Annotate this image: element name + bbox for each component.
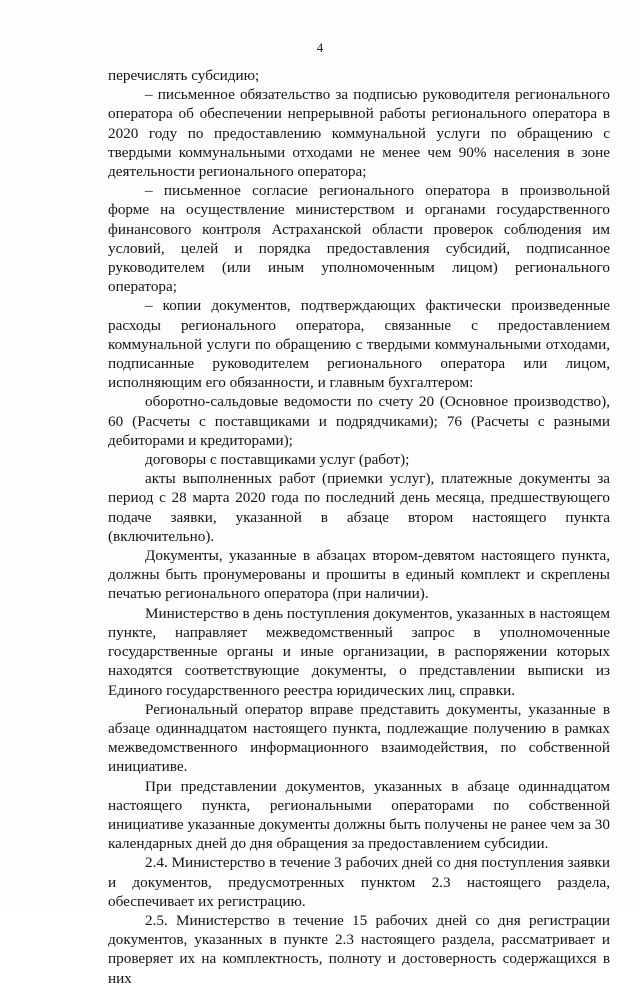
document-body bbox=[108, 66, 610, 988]
paragraph: – письменное обязательство за подписью руководителя регионального оператора об обеспечении непрерывной работы регионального оператора в 2020 году по предоставлению коммунальной услуги по обращению с твердыми коммунальными отходами не менее чем 90% населения в зоне деятельности регионального оператора; bbox=[108, 86, 610, 181]
paragraph: 2.5. Министерство в течение 15 рабочих дней со дня регистрации документов, указанных в пункте 2.3 настоящего раздела, рассматривает и проверяет их на комплектность, полноту и достоверность содержащихся в них bbox=[108, 911, 610, 987]
paragraph: акты выполненных работ (приемки услуг), платежные документы за период с 28 марта 2020 года по последний день месяца, предшествующего подаче заявки, указанной в абзаце втором настоящего пункта (включительно). bbox=[108, 470, 610, 545]
paragraph: перечислять субсидию; bbox=[108, 67, 260, 84]
page-number: 4 bbox=[316, 40, 324, 55]
paragraph: Министерство в день поступления документов, указанных в настоящем пункте, направляет межведомственный запрос в уполномоченные государственные органы и иные организации, в распоряжении которых находятся соответствующие документы, о представлении выписки из Единого государственного реестра юридических лиц, справки. bbox=[108, 604, 610, 699]
paragraph: Документы, указанные в абзацах втором-девятом настоящего пункта, должны быть пронумерованы и прошиты в единый комплект и скреплены печатью регионального оператора (при наличии). bbox=[108, 547, 610, 603]
paragraph: оборотно-сальдовые ведомости по счету 20 (Основное производство), 60 (Расчеты с поставщиками и подрядчиками); 76 (Расчеты с разными дебиторами и кредиторами); bbox=[108, 393, 610, 449]
paragraph: Региональный оператор вправе представить документы, указанные в абзаце одиннадцатом настоящего пункта, подлежащие получению в рамках межведомственного информационного взаимодействия, по собственной инициативе. bbox=[108, 700, 610, 776]
paragraph: При представлении документов, указанных в абзаце одиннадцатом настоящего пункта, региональными операторами по собственной инициативе указанные документы должны быть получены не ранее чем за 30 календарных дней до дня обращения за предоставлением субсидии. bbox=[108, 777, 610, 853]
paragraph: 2.4. Министерство в течение 3 рабочих дней со дня поступления заявки и документов, предусмотренных пунктом 2.3 настоящего раздела, обеспечивает их регистрацию. bbox=[108, 854, 611, 910]
paragraph: договоры с поставщиками услуг (работ); bbox=[145, 451, 410, 469]
paragraph: – копии документов, подтверждающих фактически произведенные расходы регионального оператора, связанные с предоставлением коммунальной услуги по обращению с твердыми коммунальными отходами, подписанные руководителем регионального оператора или лицом, исполняющим его обязанности, и главным бухгалтером: bbox=[108, 297, 610, 392]
paragraph: – письменное согласие регионального оператора в произвольной форме на осуществление министерством и органами государственного финансового контроля Астраханской области проверок соблюдения им условий, целей и порядка предоставления субсидий, подписанное руководителем (или иным уполномоченным лицом) регионального оператора; bbox=[108, 182, 610, 296]
